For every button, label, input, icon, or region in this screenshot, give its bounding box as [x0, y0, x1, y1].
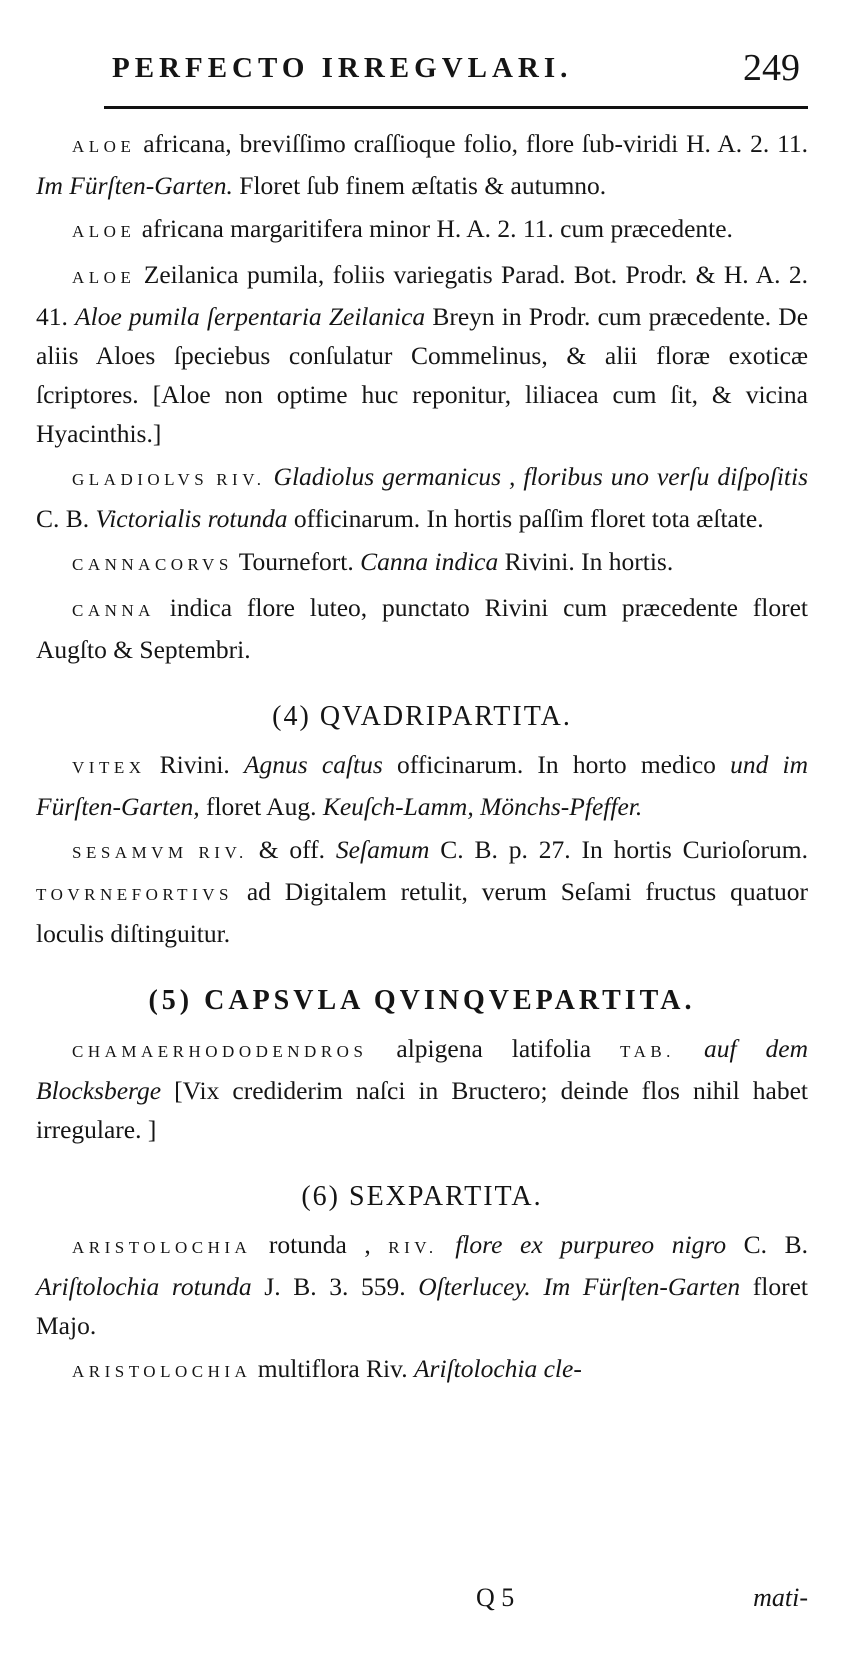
page-footer — [36, 1583, 808, 1623]
entry-text: RIV. & off. Seſamum C. B. p. 27. In hortis Curioſorum. TOVRNEFORTIVS ad Digitalem retulit, verum Seſami fructus quatuor loculis diſtinguitur. — [36, 835, 808, 948]
plant-name: VITEX — [72, 758, 146, 777]
catalog-entry — [36, 255, 808, 453]
catalog-entry — [36, 1225, 808, 1345]
catalog-entry — [36, 1029, 808, 1149]
entry-text: alpigena latifolia TAB. auf dem Blocksberge [Vix crediderim naſci in Bructero; deinde flos nihil habet irregulare. ] — [36, 1034, 808, 1144]
section-quinquepartita — [36, 1029, 808, 1149]
entry-text: Zeilanica pumila, foliis variegatis Parad. Bot. Prodr. & H. A. 2. 41. Aloe pumila ſerpentaria Zeilanica Breyn in Prodr. cum præcedente. De aliis Aloes ſpeciebus conſulatur Commelinus, & alii floræ exoticæ ſcriptores. [Aloe non optime huc reponitur, liliacea cum ſit, & vicina Hyacinthis.] — [36, 260, 809, 448]
entry-text: africana, breviſſimo craſſioque folio, flore ſub-viridi H. A. 2. 11. Im Fürſten-Garten. Floret ſub finem æſtatis & autumno. — [36, 129, 808, 200]
section-heading-quinquepartita: (5) CAPSVLA QVINQVEPARTITA. — [148, 985, 696, 1016]
entry-text: rotunda , RIV. flore ex purpureo nigro C. B. Ariſtolochia rotunda J. B. 3. 559. Oſterlucey. Im Fürſten-Garten floret Majo. — [36, 1230, 808, 1340]
catchword: mati- — [753, 1583, 808, 1612]
page-header — [112, 44, 802, 92]
header-rule — [104, 106, 808, 109]
page-body — [36, 124, 808, 1395]
plant-name: ARISTOLOCHIA — [72, 1238, 252, 1257]
plant-name: CANNA — [72, 601, 155, 620]
running-title: PERFECTO IRREGVLARI. — [112, 51, 573, 84]
entry-text: Tournefort. Canna indica Rivini. In hortis. — [232, 547, 674, 576]
plant-name: ALOE — [72, 268, 136, 287]
section-sexpartita — [36, 1225, 808, 1391]
catalog-entry — [36, 1349, 808, 1391]
plant-name: GLADIOLVS — [72, 470, 209, 489]
catalog-entry — [36, 745, 808, 826]
entry-text: indica flore luteo, punctato Rivini cum præcedente floret Augſto & Septembri. — [36, 593, 808, 664]
catalog-entry — [36, 830, 808, 953]
plant-name: ARISTOLOCHIA — [72, 1362, 252, 1381]
catalog-entry — [36, 124, 808, 205]
signature-mark: Q 5 — [476, 1583, 515, 1612]
entry-text: africana margaritifera minor H. A. 2. 11. cum præcedente. — [135, 214, 733, 243]
plant-name: ALOE — [72, 137, 136, 156]
entry-text: Rivini. Agnus caſtus officinarum. In horto medico und im Fürſten-Garten, floret Aug. Keuſch-Lamm, Mönchs-Pfeffer. — [36, 750, 808, 821]
section-heading-quadripartita: (4) QVADRIPARTITA. — [272, 701, 572, 732]
plant-name: CANNACORVS — [72, 555, 233, 574]
plant-name: SESAMVM — [72, 843, 188, 862]
entries-block — [36, 124, 808, 669]
catalog-entry — [36, 542, 808, 584]
page-number: 249 — [743, 47, 800, 89]
plant-name: ALOE — [72, 222, 136, 241]
section-quadripartita — [36, 745, 808, 953]
catalog-entry — [36, 588, 808, 669]
entry-text: multiflora Riv. Ariſtolochia cle- — [251, 1354, 582, 1383]
section-heading-sexpartita: (6) SEXPARTITA. — [301, 1181, 543, 1212]
plant-name: CHAMAERHODODENDROS — [72, 1042, 368, 1061]
entry-text: RIV. Gladiolus germanicus , floribus uno verſu diſpoſitis C. B. Victorialis rotunda officinarum. In hortis paſſim floret tota æſtate. — [36, 462, 809, 533]
catalog-entry — [36, 457, 808, 538]
catalog-entry — [36, 209, 808, 251]
